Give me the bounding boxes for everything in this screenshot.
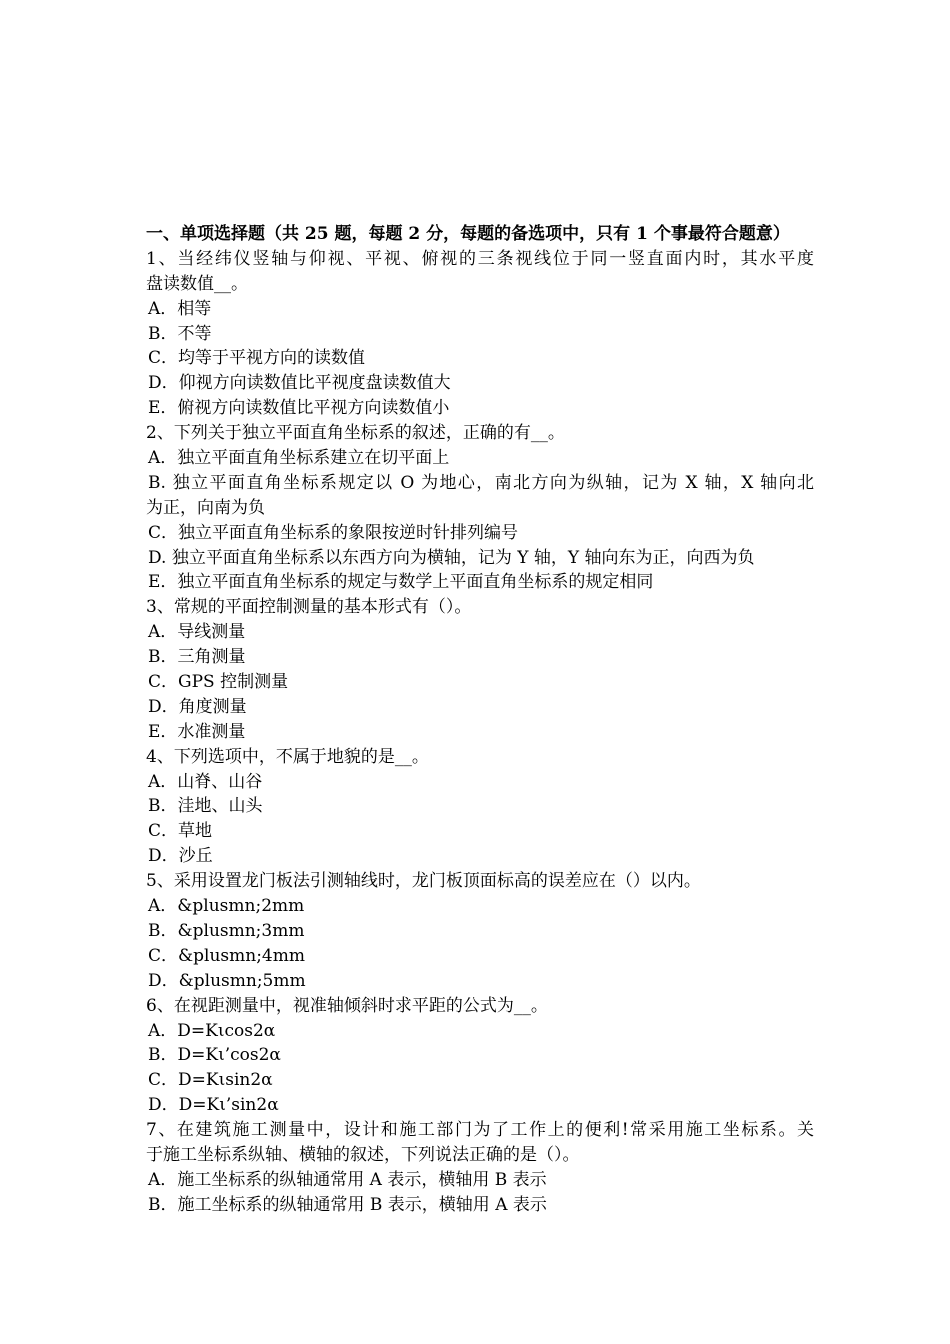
question-6 [146, 994, 814, 1118]
question-stem-line: 4、下列选项中，不属于地貌的是__。 [146, 746, 429, 767]
question-2 [146, 421, 814, 595]
answer-option: D．沙丘 [148, 846, 213, 867]
question-1 [146, 247, 814, 421]
answer-option: C．D=Kιsin2α [148, 1070, 273, 1091]
answer-option: 为正，向南为负 [146, 497, 265, 518]
question-3 [146, 595, 814, 744]
question-4 [146, 745, 814, 869]
answer-option: B. 独立平面直角坐标系规定以 O 为地心，南北方向为纵轴，记为 X 轴，X 轴向北 [148, 472, 814, 493]
question-list [146, 247, 814, 1218]
answer-option: E．独立平面直角坐标系的规定与数学上平面直角坐标系的规定相同 [148, 572, 654, 593]
answer-option: A．施工坐标系的纵轴通常用 A 表示，横轴用 B 表示 [148, 1169, 547, 1190]
answer-option: D．&plusmn;5mm [148, 970, 306, 991]
answer-option: A．山脊、山谷 [148, 771, 263, 792]
answer-option: A．D=Kιcos2α [148, 1020, 276, 1041]
question-stem-line: 7、在建筑施工测量中，设计和施工部门为了工作上的便利!常采用施工坐标系。关 [146, 1120, 814, 1141]
question-stem-line: 2、下列关于独立平面直角坐标系的叙述，正确的有__。 [146, 423, 565, 444]
answer-option: D. 独立平面直角坐标系以东西方向为横轴，记为 Y 轴，Y 轴向东为正，向西为负 [148, 547, 755, 568]
answer-option: B．施工坐标系的纵轴通常用 B 表示，横轴用 A 表示 [148, 1194, 547, 1215]
question-stem-line: 1、当经纬仪竖轴与仰视、平视、俯视的三条视线位于同一竖直面内时，其水平度 [146, 248, 814, 269]
question-stem-line: 于施工坐标系纵轴、横轴的叙述，下列说法正确的是（）。 [146, 1144, 580, 1165]
question-stem-line: 3、常规的平面控制测量的基本形式有（）。 [146, 597, 472, 618]
answer-option: B．&plusmn;3mm [148, 920, 305, 941]
question-5 [146, 869, 814, 993]
answer-option: B．不等 [148, 323, 212, 344]
answer-option: B．D=Kι’cos2α [148, 1045, 281, 1066]
answer-option: A．独立平面直角坐标系建立在切平面上 [148, 448, 450, 469]
answer-option: B．三角测量 [148, 647, 246, 668]
answer-option: D．角度测量 [148, 696, 247, 717]
question-stem-line: 6、在视距测量中，视准轴倾斜时求平距的公式为__。 [146, 995, 548, 1016]
answer-option: D．D=Kι’sin2α [148, 1095, 279, 1116]
answer-option: E．水准测量 [148, 721, 246, 742]
answer-option: C．GPS 控制测量 [148, 672, 289, 693]
section-heading: 一、单项选择题（共 25 题，每题 2 分，每题的备选项中，只有 1 个事最符合题意） [146, 224, 790, 244]
answer-option: E．俯视方向读数值比平视方向读数值小 [148, 398, 450, 419]
answer-option: A．&plusmn;2mm [148, 896, 305, 917]
answer-option: C．均等于平视方向的读数值 [148, 348, 366, 369]
answer-option: C．独立平面直角坐标系的象限按逆时针排列编号 [148, 522, 519, 543]
answer-option: A．相等 [148, 298, 212, 319]
answer-option: D．仰视方向读数值比平视度盘读数值大 [148, 373, 451, 394]
answer-option: A．导线测量 [148, 622, 246, 643]
answer-option: C．&plusmn;4mm [148, 945, 305, 966]
question-stem-line: 5、采用设置龙门板法引测轴线时，龙门板顶面标高的误差应在（）以内。 [146, 871, 701, 892]
question-stem-line: 盘读数值__。 [146, 273, 248, 294]
answer-option: C．草地 [148, 821, 213, 842]
answer-option: B．洼地、山头 [148, 796, 263, 817]
document-body [146, 222, 814, 1218]
question-7 [146, 1118, 814, 1218]
